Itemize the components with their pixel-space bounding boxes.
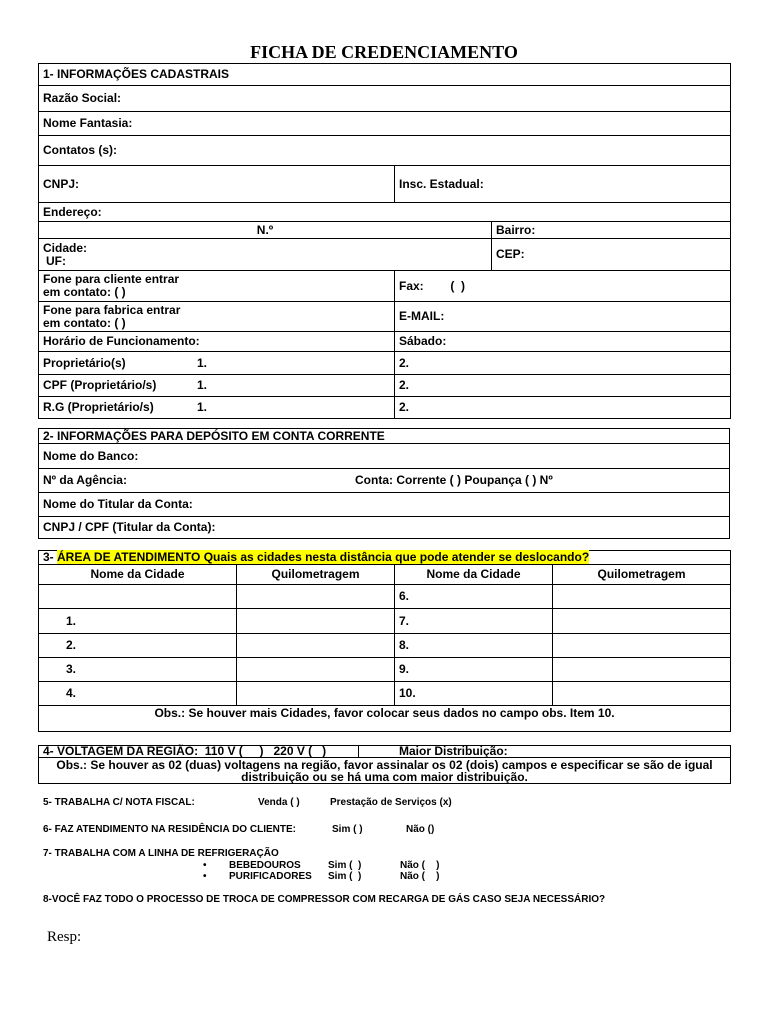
endereco-field[interactable]: Endereço: (39, 203, 731, 222)
q8-label: 8-VOCÊ FAZ TODO O PROCESSO DE TROCA DE COMPRESSOR COM RECARGA DE GÁS CASO SEJA NECESSÁRIO? (43, 894, 606, 905)
nome-fantasia-field[interactable]: Nome Fantasia: (39, 112, 731, 136)
section-3-highlight: ÁREA DE ATENDIMENTO Quais as cidades nesta distância que pode atender se deslocando? (57, 550, 590, 564)
section-1-header: 1- INFORMAÇÕES CADASTRAIS (39, 64, 731, 86)
proprietario-1-field[interactable] (39, 352, 395, 375)
km-cell[interactable] (553, 609, 731, 634)
cidade-label: Cidade: (43, 240, 88, 255)
section-2-header: 2- INFORMAÇÕES PARA DEPÓSITO EM CONTA CORRENTE (39, 429, 730, 444)
km-cell[interactable] (237, 609, 395, 634)
q7-item-sim-option[interactable]: Sim ( ) (328, 871, 362, 882)
cidade-cell[interactable]: 9. (395, 658, 553, 682)
q7-item-name: BEBEDOUROS (229, 860, 301, 871)
titular-field[interactable]: Nome do Titular da Conta: (39, 493, 730, 517)
fone-cliente-label-1: Fone para cliente entrar (43, 272, 180, 286)
cpf-label: CPF (Proprietário/s) (43, 378, 157, 392)
q6-label: 6- FAZ ATENDIMENTO NA RESIDÊNCIA DO CLIENTE: (43, 824, 296, 835)
section-cadastrais (38, 63, 731, 419)
item-number: 1. (197, 378, 208, 392)
voltagem-field[interactable]: 4- VOLTAGEM DA REGIÃO: 110 V ( ) 220 V ( ) (39, 746, 359, 758)
cidade-cell[interactable]: 10. (395, 682, 553, 706)
city-row (39, 658, 731, 682)
km-cell[interactable] (237, 634, 395, 658)
cpf-2-field[interactable]: 2. (395, 375, 731, 397)
resp-label: Resp: (47, 929, 82, 945)
proprietario-2-field[interactable]: 2. (395, 352, 731, 375)
q6-sim-option[interactable]: Sim ( ) (332, 824, 363, 835)
form-title: FICHA DE CREDENCIAMENTO (250, 42, 518, 62)
proprietario-label: Proprietário(s) (43, 355, 126, 370)
km-cell[interactable] (237, 585, 395, 609)
fone-cliente-label-2: em contato: ( ) (43, 285, 126, 299)
fone-fabrica-field[interactable] (39, 302, 395, 332)
fone-fabrica-label-1: Fone para fabrica entrar (43, 302, 181, 317)
rg-1-field[interactable] (39, 397, 395, 419)
voltagem-obs-line-1: Obs.: Se houver as 02 (duas) voltagens na região, favor assinalar os 02 (dois) campos e especificar se são de igual (56, 757, 713, 772)
section-3-header (39, 551, 731, 565)
razao-social-field[interactable]: Razão Social: (39, 86, 731, 112)
cidade-cell[interactable]: 7. (395, 609, 553, 634)
insc-estadual-field[interactable]: Insc. Estadual: (395, 166, 731, 203)
cidade-cell[interactable] (39, 585, 237, 609)
rg-label: R.G (Proprietário/s) (43, 400, 154, 414)
section-3-prefix: 3- (43, 550, 58, 564)
fax-field[interactable]: Fax: ( ) (395, 271, 731, 302)
col-header-km: Quilometragem (237, 565, 395, 585)
q7-item-nao-option[interactable]: Não ( ) (400, 860, 440, 871)
city-row (39, 585, 731, 609)
q5-label: 5- TRABALHA C/ NOTA FISCAL: (43, 797, 195, 808)
uf-label: UF: (46, 253, 66, 268)
horario-field[interactable]: Horário de Funcionamento: (39, 332, 395, 352)
cidade-cell[interactable]: 3. (39, 658, 237, 682)
fone-fabrica-label-2: em contato: ( ) (43, 315, 126, 330)
q6-nao-option[interactable]: Não () (406, 824, 435, 835)
email-field[interactable]: E-MAIL: (395, 302, 731, 332)
maior-distribuicao-field[interactable]: Maior Distribuição: (359, 746, 731, 758)
city-row (39, 609, 731, 634)
area-obs: Obs.: Se houver mais Cidades, favor colocar seus dados no campo obs. Item 10. (39, 706, 731, 732)
q7-item-sim-option[interactable]: Sim ( ) (328, 860, 362, 871)
section-voltagem (38, 745, 731, 784)
cidade-cell[interactable]: 4. (39, 682, 237, 706)
bullet-icon: • (203, 860, 207, 871)
agencia-conta-field[interactable] (39, 469, 730, 493)
cnpj-field[interactable]: CNPJ: (39, 166, 395, 203)
km-cell[interactable] (237, 658, 395, 682)
sabado-field[interactable]: Sábado: (395, 332, 731, 352)
col-header-cidade: Nome da Cidade (395, 565, 553, 585)
city-row (39, 634, 731, 658)
contatos-field[interactable]: Contatos (s): (39, 136, 731, 166)
q7-item-name: PURIFICADORES (229, 871, 312, 882)
col-header-cidade: Nome da Cidade (39, 565, 237, 585)
nome-banco-field[interactable]: Nome do Banco: (39, 444, 730, 469)
item-number: 1. (197, 355, 208, 370)
cep-field[interactable]: CEP: (492, 239, 731, 271)
voltagem-obs (39, 758, 731, 784)
section-conta-corrente (38, 428, 730, 539)
bullet-icon: • (203, 871, 207, 882)
agencia-label: Nº da Agência: (43, 473, 127, 487)
rg-2-field[interactable]: 2. (395, 397, 731, 419)
km-cell[interactable] (553, 658, 731, 682)
col-header-km: Quilometragem (553, 565, 731, 585)
km-cell[interactable] (553, 634, 731, 658)
km-cell[interactable] (553, 585, 731, 609)
fone-cliente-field[interactable] (39, 271, 395, 302)
cidade-cell[interactable]: 8. (395, 634, 553, 658)
q7-label: 7- TRABALHA COM A LINHA DE REFRIGERAÇÃO (43, 848, 279, 859)
cidade-cell[interactable]: 1. (39, 609, 237, 634)
conta-label: Conta: Corrente ( ) Poupança ( ) Nº (355, 473, 553, 487)
km-cell[interactable] (553, 682, 731, 706)
cidade-uf-field[interactable] (39, 239, 492, 271)
km-cell[interactable] (237, 682, 395, 706)
q5-venda-option[interactable]: Venda ( ) (258, 797, 300, 808)
q7-item-nao-option[interactable]: Não ( ) (400, 871, 440, 882)
q5-servicos-option[interactable]: Prestação de Serviços (x) (330, 797, 452, 808)
voltagem-obs-line-2: distribuição ou se há uma com maior distribuição. (241, 769, 528, 784)
city-row (39, 682, 731, 706)
bairro-field[interactable]: Bairro: (492, 222, 731, 239)
cidade-cell[interactable]: 6. (395, 585, 553, 609)
cpf-1-field[interactable] (39, 375, 395, 397)
section-area-atendimento (38, 550, 731, 732)
cidade-cell[interactable]: 2. (39, 634, 237, 658)
item-number: 1. (197, 400, 208, 414)
numero-field[interactable]: N.º (39, 222, 492, 239)
cnpj-cpf-titular-field[interactable]: CNPJ / CPF (Titular da Conta): (39, 517, 730, 539)
